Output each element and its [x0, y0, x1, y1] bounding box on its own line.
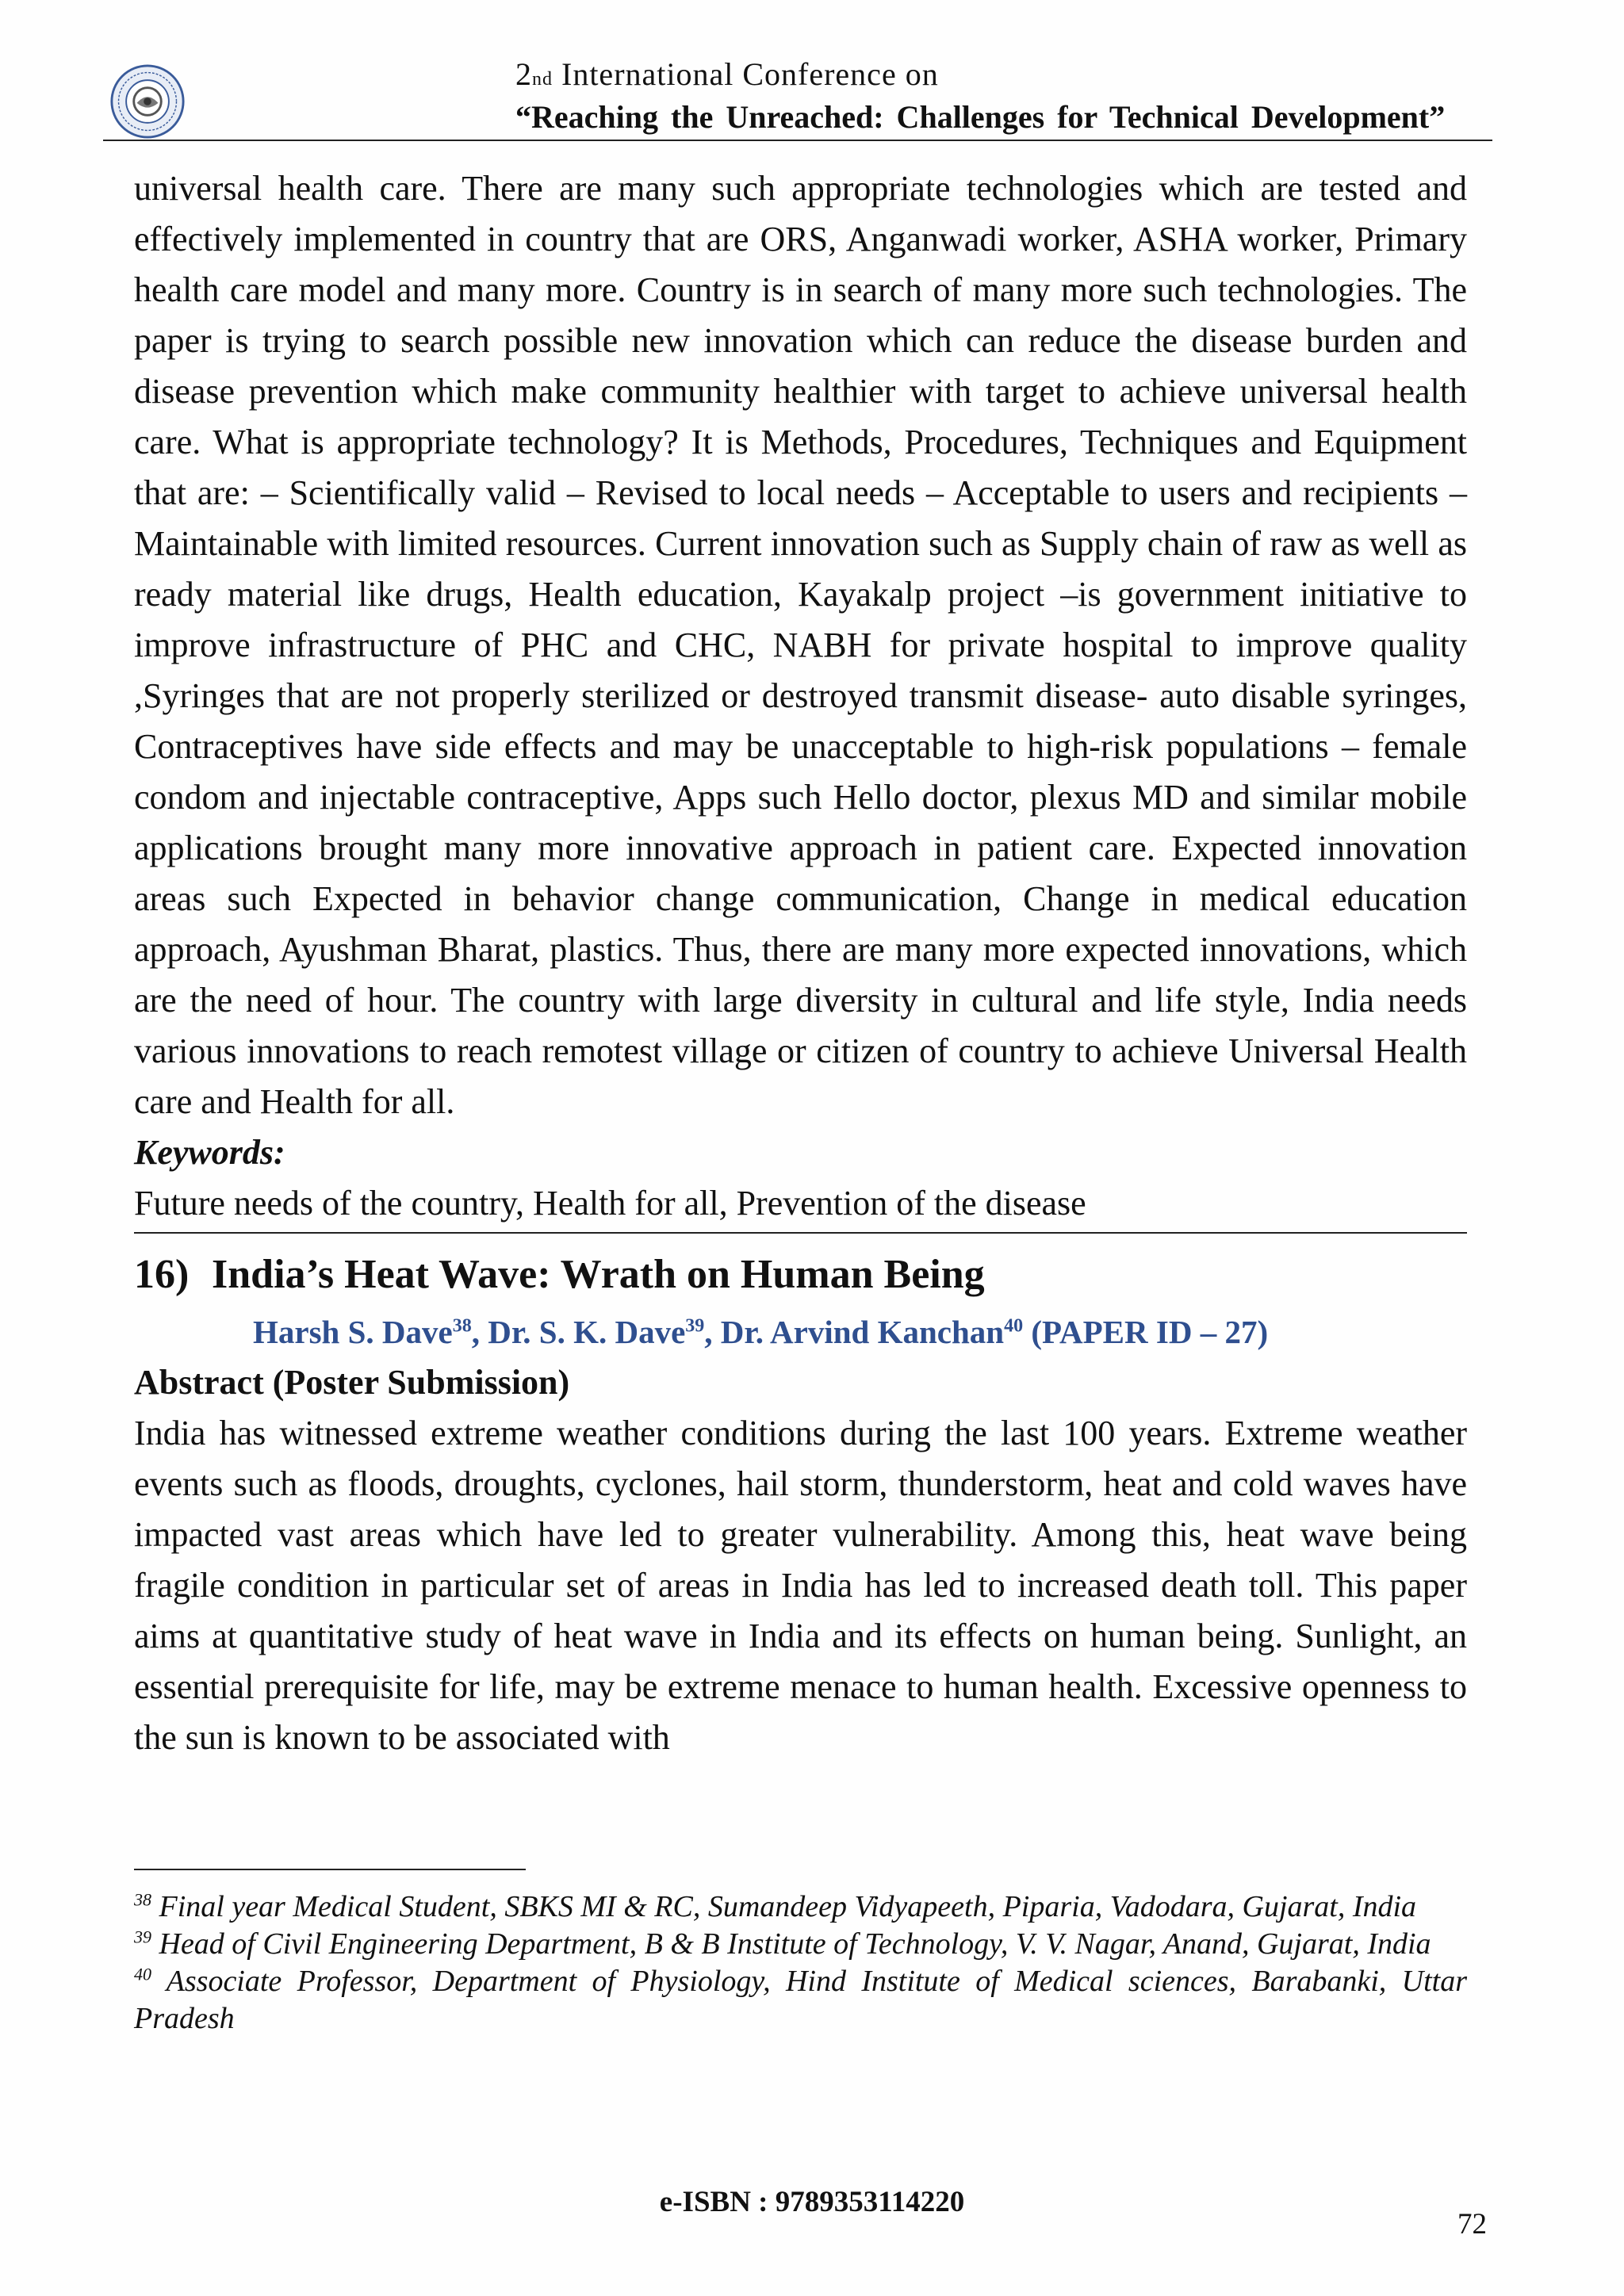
paper-id: (PAPER ID – 27) — [1031, 1314, 1269, 1350]
footnote-mark: 40 — [1004, 1315, 1024, 1337]
abstract-paragraph: India has witnessed extreme weather conditions during the last 100 years. Extreme weather events such as floods, droughts, cyclones, hail storm, thunderstorm, heat and cold waves have impacted vast areas which have led to greater vulnerability. Among this, heat wave being fragile condition in particular set of areas in India has led to increased death toll. This paper aims at quantitative study of heat wave in India and its effects on human being. Sunlight, an essential prerequisite for life, may be extreme menace to human health. Excessive openness to the sun is known to be associated with — [134, 1414, 1467, 1757]
footnote-mark: 39 — [685, 1315, 705, 1337]
conference-title-line1: 2nd International Conference on — [515, 56, 939, 92]
section-title — [134, 1246, 1467, 1303]
author-name: Harsh S. Dave — [253, 1314, 453, 1350]
footnote-item: $^{40}$ Associate Professor, Department of Physiology, Hind Institute of Medical sciences, Barabanki, Uttar Pradesh — [134, 1964, 1467, 2035]
footnote-item: $^{39}$ Head of Civil Engineering Department, B & B Institute of Technology, V. V. Nagar, Anand, Gujarat, India — [134, 1927, 1431, 1961]
author-line: Harsh S. Dave$^{38}$, Dr. S. K. Dave$^{39}$, Dr. Arvind Kanchan$^{40}$ (PAPER ID – 27) — [253, 1314, 1269, 1350]
author-name: Dr. S. K. Dave — [488, 1314, 686, 1350]
footnote-separator — [134, 1869, 526, 1870]
abstract-label: Abstract (Poster Submission) — [134, 1363, 570, 1402]
intro-paragraph: universal health care. There are many such appropriate technologies which are tested and effectively implemented in country that are ORS, Anganwadi worker, ASHA worker, Primary health care model and many more. Country is in search of many more such technologies. The paper is trying to search possible new innovation which can reduce the disease burden and disease prevention which make community healthier with target to achieve universal health care. What is appropriate technology? It is Methods, Procedures, Techniques and Equipment that are: – Scientifically valid – Revised to local needs – Acceptable to users and recipients – Maintainable with limited resources. Current innovation such as Supply chain of raw as well as ready material like drugs, Health education, Kayakalp project –is government initiative to improve infrastructure of PHC and CHC, NABH for private hospital to improve quality ,Syringes that are not properly sterilized or destroyed transmit disease- auto disable syringes, Contraceptives have side effects and may be unacceptable to high-risk populations – female condom and injectable contraceptive, Apps such Hello doctor, plexus MD and similar mobile applications brought many more innovative approach in patient care. Expected innovation areas such Expected in behavior change communication, Change in medical education approach, Ayushman Bharat, plastics. Thus, there are many more expected innovations, which are the need of hour. The country with large diversity in cultural and life style, India needs various innovations to reach remotest village or citizen of country to achieve Universal Health care and Health for all. — [134, 169, 1467, 1121]
running-header — [103, 52, 1492, 141]
isbn-footer: e-ISBN : 9789353114220 — [659, 2186, 965, 2218]
conference-title-line2: “Reaching the Unreached: Challenges for Technical Development” — [515, 99, 1446, 135]
author-name: Dr. Arvind Kanchan — [720, 1314, 1005, 1350]
page-body — [134, 163, 1467, 1763]
footnote-item: $^{38}$ Final year Medical Student, SBKS MI & RC, Sumandeep Vidyapeeth, Piparia, Vadodara, Gujarat, India — [134, 1889, 1417, 1923]
page-number: 72 — [1457, 2208, 1487, 2241]
section-title-text: India’s Heat Wave: Wrath on Human Being — [212, 1252, 985, 1297]
keywords-label: Keywords: — [134, 1133, 285, 1172]
footnote-mark: 38 — [452, 1315, 472, 1337]
section-number: 16) — [134, 1252, 190, 1297]
footnotes — [134, 1888, 1467, 2038]
keywords-text: Future needs of the country, Health for all, Prevention of the disease — [134, 1184, 1086, 1223]
section-divider — [134, 1232, 1467, 1234]
conference-logo-icon — [109, 63, 186, 140]
